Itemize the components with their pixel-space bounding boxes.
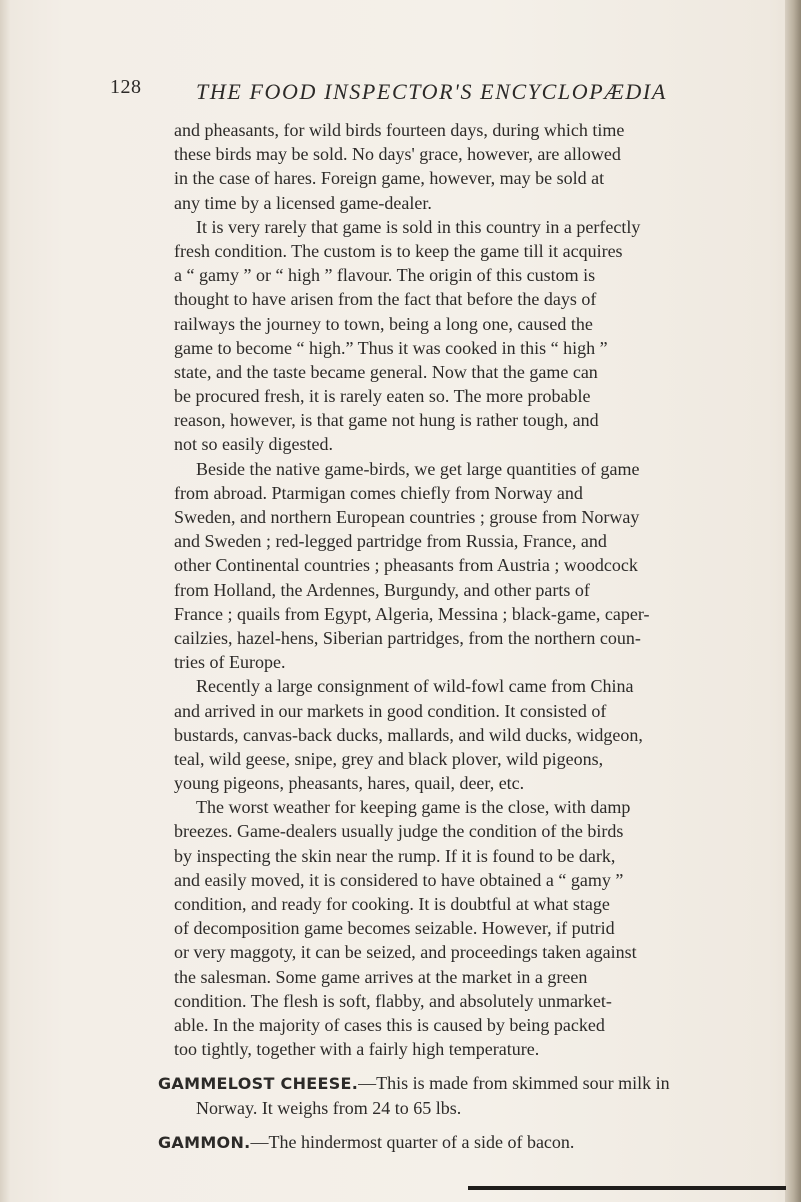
text-line: condition. The flesh is soft, flabby, and absolutely unmarket- bbox=[174, 990, 612, 1011]
page-number: 128 bbox=[110, 76, 142, 98]
text-line: any time by a licensed game-dealer. bbox=[174, 192, 432, 213]
paragraph-start: The worst weather for keeping game is the close, with damp bbox=[196, 797, 631, 818]
entry-first-line bbox=[158, 1130, 752, 1154]
text-line: be procured fresh, it is rarely eaten so. The more probable bbox=[174, 386, 591, 407]
entry-continuation-line: Norway. It weighs from 24 to 65 lbs. bbox=[196, 1097, 462, 1118]
text-line: in the case of hares. Foreign game, however, may be sold at bbox=[174, 168, 605, 189]
text-line: by inspecting the skin near the rump. If it is found to be dark, bbox=[174, 845, 616, 866]
text-line: thought to have arisen from the fact that before the days of bbox=[174, 289, 597, 310]
text-line: bustards, canvas-back ducks, mallards, and wild ducks, widgeon, bbox=[174, 724, 643, 745]
text-line: not so easily digested. bbox=[174, 434, 333, 455]
text-line: and arrived in our markets in good condition. It consisted of bbox=[174, 700, 607, 721]
text-line: tries of Europe. bbox=[174, 652, 286, 673]
entry-definition: —This is made from skimmed sour milk in bbox=[358, 1073, 670, 1094]
paragraph-start: It is very rarely that game is sold in this country in a perfectly bbox=[196, 216, 641, 237]
entry-definition: —The hindermost quarter of a side of bacon. bbox=[250, 1131, 575, 1152]
page-edge-shadow bbox=[785, 0, 801, 1202]
text-line: or very maggoty, it can be seized, and proceedings taken against bbox=[174, 942, 637, 963]
text-line: and easily moved, it is considered to have obtained a “ gamy ” bbox=[174, 869, 624, 890]
text-line: fresh condition. The custom is to keep the game till it acquires bbox=[174, 240, 623, 261]
dictionary-entry bbox=[158, 1071, 752, 1119]
text-line: railways the journey to town, being a long one, caused the bbox=[174, 313, 593, 334]
text-line: breezes. Game-dealers usually judge the condition of the birds bbox=[174, 821, 624, 842]
text-line: able. In the majority of cases this is caused by being packed bbox=[174, 1014, 605, 1035]
text-line: and Sweden ; red-legged partridge from Russia, France, and bbox=[174, 531, 607, 552]
dictionary-entry bbox=[158, 1130, 752, 1154]
text-line: the salesman. Some game arrives at the market in a green bbox=[174, 966, 588, 987]
page-header bbox=[110, 76, 750, 110]
text-line: from Holland, the Ardennes, Burgundy, and other parts of bbox=[174, 579, 590, 600]
text-line: other Continental countries ; pheasants from Austria ; woodcock bbox=[174, 555, 638, 576]
page-bottom-shadow-rule bbox=[468, 1186, 786, 1190]
paragraph-start: Recently a large consignment of wild-fowl came from China bbox=[196, 676, 634, 697]
text-line: of decomposition game becomes seizable. However, if putrid bbox=[174, 918, 615, 939]
text-line: and pheasants, for wild birds fourteen days, during which time bbox=[174, 120, 625, 140]
running-head: THE FOOD INSPECTOR'S ENCYCLOPÆDIA bbox=[196, 79, 667, 104]
paragraph-start: Beside the native game-birds, we get large quantities of game bbox=[196, 458, 640, 479]
text-line: state, and the taste became general. Now that the game can bbox=[174, 361, 598, 382]
entry-first-line bbox=[158, 1071, 752, 1095]
page-gutter-shadow bbox=[0, 0, 10, 1202]
body-text bbox=[158, 118, 752, 1154]
entry-headword: GAMMELOST CHEESE. bbox=[158, 1074, 359, 1094]
text-line: young pigeons, pheasants, hares, quail, deer, etc. bbox=[174, 773, 525, 794]
text-line: cailzies, hazel-hens, Siberian partridges, from the northern coun- bbox=[174, 627, 641, 648]
text-line: France ; quails from Egypt, Algeria, Messina ; black-game, caper- bbox=[174, 603, 650, 624]
text-line: too tightly, together with a fairly high temperature. bbox=[174, 1039, 540, 1060]
text-line: from abroad. Ptarmigan comes chiefly from Norway and bbox=[174, 482, 583, 503]
text-line: these birds may be sold. No days' grace, however, are allowed bbox=[174, 144, 621, 165]
text-line: condition, and ready for cooking. It is doubtful at what stage bbox=[174, 894, 610, 914]
text-line: teal, wild geese, snipe, grey and black plover, wild pigeons, bbox=[174, 748, 604, 769]
entry-headword: GAMMON. bbox=[158, 1132, 251, 1152]
text-line: game to become “ high.” Thus it was cooked in this “ high ” bbox=[174, 337, 608, 358]
text-line: a “ gamy ” or “ high ” flavour. The origin of this custom is bbox=[174, 265, 596, 286]
text-line: Sweden, and northern European countries ; grouse from Norway bbox=[174, 507, 640, 527]
text-line: reason, however, is that game not hung is rather tough, and bbox=[174, 410, 599, 431]
